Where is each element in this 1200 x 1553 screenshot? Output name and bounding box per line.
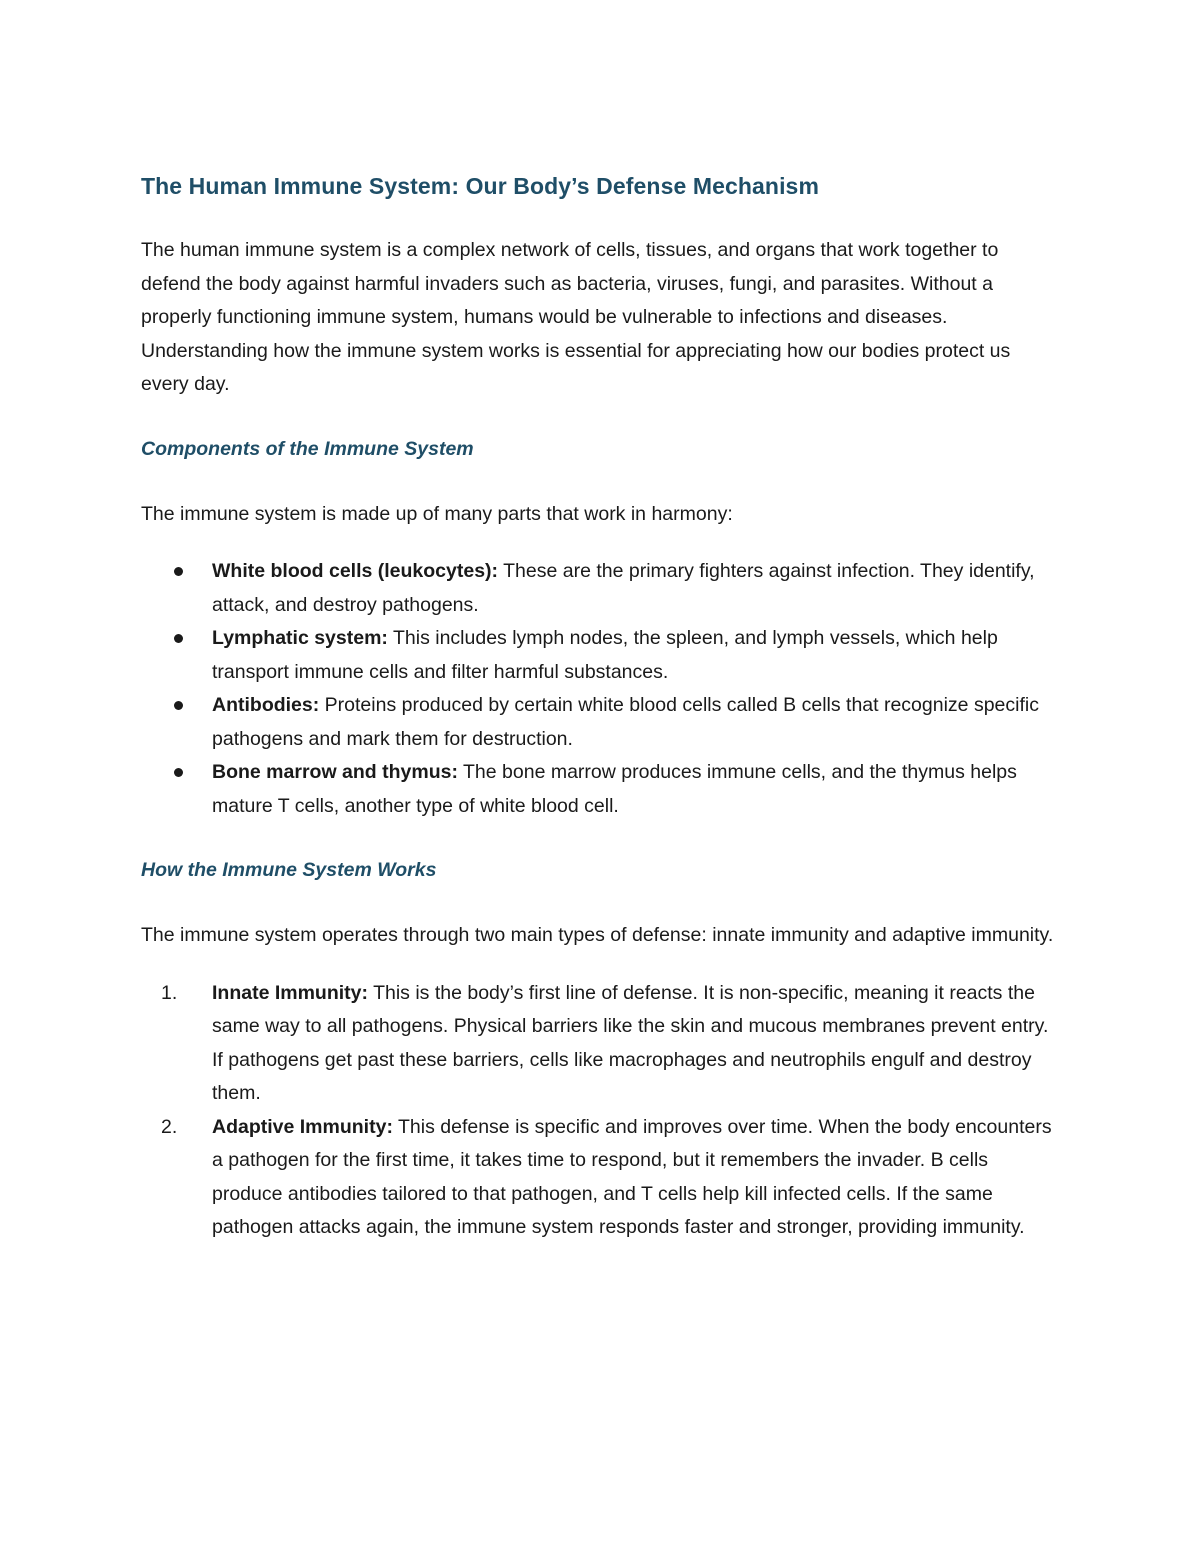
item-text: This is the body’s first line of defense. It is non-specific, meaning it reacts the same way to all pathogens. Physical barriers like the skin and mucous membranes prevent entry. If pathogens get past these barriers, cells like macrophages and neutrophils engulf and destroy them. bbox=[212, 981, 1049, 1104]
list-item bbox=[141, 555, 1061, 622]
item-text: These are the primary fighters against infection. They identify, attack, and destroy pathogens. bbox=[212, 560, 1035, 616]
how-heading: How the Immune System Works bbox=[141, 859, 437, 881]
how-lead: The immune system operates through two main types of defense: innate immunity and adaptive immunity. bbox=[141, 924, 1054, 946]
components-list bbox=[141, 555, 1061, 823]
intro-paragraph: The human immune system is a complex network of cells, tissues, and organs that work together to defend the body against harmful invaders such as bacteria, viruses, fungi, and parasites. Without a properly functioning immune system, humans would be vulnerable to infections and diseases. Understanding how the immune system works is essential for appreciating how our bodies protect us every day. bbox=[141, 239, 1011, 395]
list-item bbox=[141, 1111, 1061, 1245]
document-page bbox=[141, 168, 1061, 1245]
item-text: Proteins produced by certain white blood cells called B cells that recognize specific pathogens and mark them for destruction. bbox=[212, 694, 1039, 750]
list-item bbox=[141, 622, 1061, 689]
list-item bbox=[141, 756, 1061, 823]
components-heading: Components of the Immune System bbox=[141, 437, 474, 460]
bullet-icon bbox=[174, 768, 183, 777]
item-term: Innate Immunity: bbox=[212, 981, 369, 1004]
how-list bbox=[141, 977, 1061, 1245]
document-title: The Human Immune System: Our Body’s Defense Mechanism bbox=[141, 173, 820, 199]
item-term: White blood cells (leukocytes): bbox=[212, 560, 499, 582]
item-term: Bone marrow and thymus: bbox=[212, 761, 458, 783]
item-text: This defense is specific and improves over time. When the body encounters a pathogen for the first time, it takes time to respond, but it remembers the invader. B cells produce antibodies tailored to that pathogen, and T cells help kill infected cells. If the same pathogen attacks again, the immune system responds faster and stronger, providing immunity. bbox=[212, 1115, 1052, 1238]
components-lead: The immune system is made up of many parts that work in harmony: bbox=[141, 502, 733, 525]
list-item bbox=[141, 689, 1061, 756]
bullet-icon bbox=[174, 567, 183, 576]
bullet-icon bbox=[174, 634, 183, 643]
bullet-icon bbox=[174, 701, 183, 710]
item-text: This includes lymph nodes, the spleen, and lymph vessels, which help transport immune cells and filter harmful substances. bbox=[212, 627, 998, 683]
item-text: The bone marrow produces immune cells, and the thymus helps mature T cells, another type of white blood cell. bbox=[212, 761, 1017, 817]
item-number: 2. bbox=[161, 1115, 178, 1138]
item-term: Lymphatic system: bbox=[212, 627, 388, 649]
item-term: Adaptive Immunity: bbox=[212, 1115, 393, 1138]
item-number: 1. bbox=[161, 981, 178, 1004]
list-item bbox=[141, 977, 1061, 1111]
item-term: Antibodies: bbox=[212, 694, 320, 716]
